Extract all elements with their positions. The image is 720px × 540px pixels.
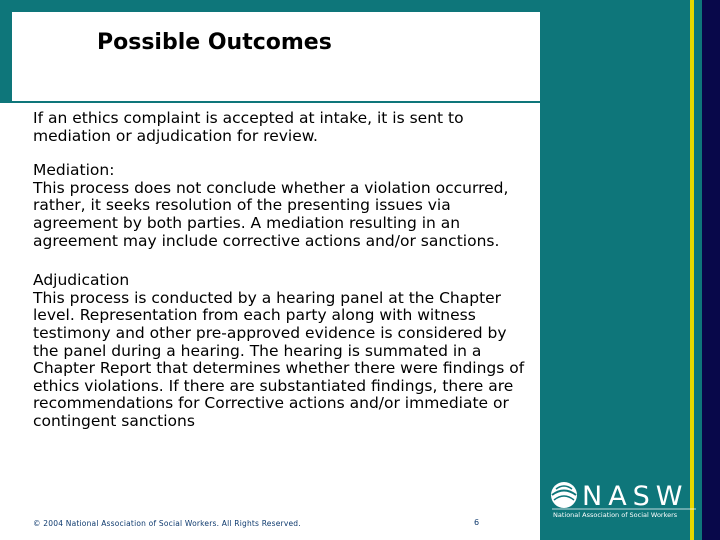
copyright-footer: © 2004 National Association of Social Workers. All Rights Reserved. [33, 519, 301, 528]
adjudication-text: This process is conducted by a hearing panel at the Chapter level. Representation from each party along with witness testimony and other pre-approved evidence is considered by the panel during a hearing. The hearing is summated in a Chapter Report that determines whether there were findings of ethics violations. If there are substantiated findings, there are recommendations for Corrective actions and/or immediate or contingent sanctions [33, 288, 525, 430]
title-divider [0, 101, 540, 103]
logo-wordmark: NASW [582, 481, 689, 512]
top-bar [0, 0, 540, 12]
mediation-paragraph [33, 162, 533, 250]
mediation-text: This process does not conclude whether a violation occurred, rather, it seeks resolution of the presenting issues via agreement by both parties. A mediation resulting in an agreement may include corrective actions and/or sanctions. [33, 178, 509, 250]
adjudication-paragraph [33, 272, 533, 430]
page-number: 6 [474, 518, 480, 527]
logo-subtitle: National Association of Social Workers [553, 511, 678, 519]
left-bar [0, 0, 12, 103]
mediation-heading: Mediation: [33, 161, 115, 180]
navy-stripe [702, 0, 720, 540]
slide-title: Possible Outcomes [97, 30, 332, 55]
intro-paragraph: If an ethics complaint is accepted at intake, it is sent to mediation or adjudication for review. [33, 109, 464, 145]
yellow-stripe [690, 0, 694, 540]
slide-body [33, 110, 533, 431]
adjudication-heading: Adjudication [33, 271, 130, 290]
